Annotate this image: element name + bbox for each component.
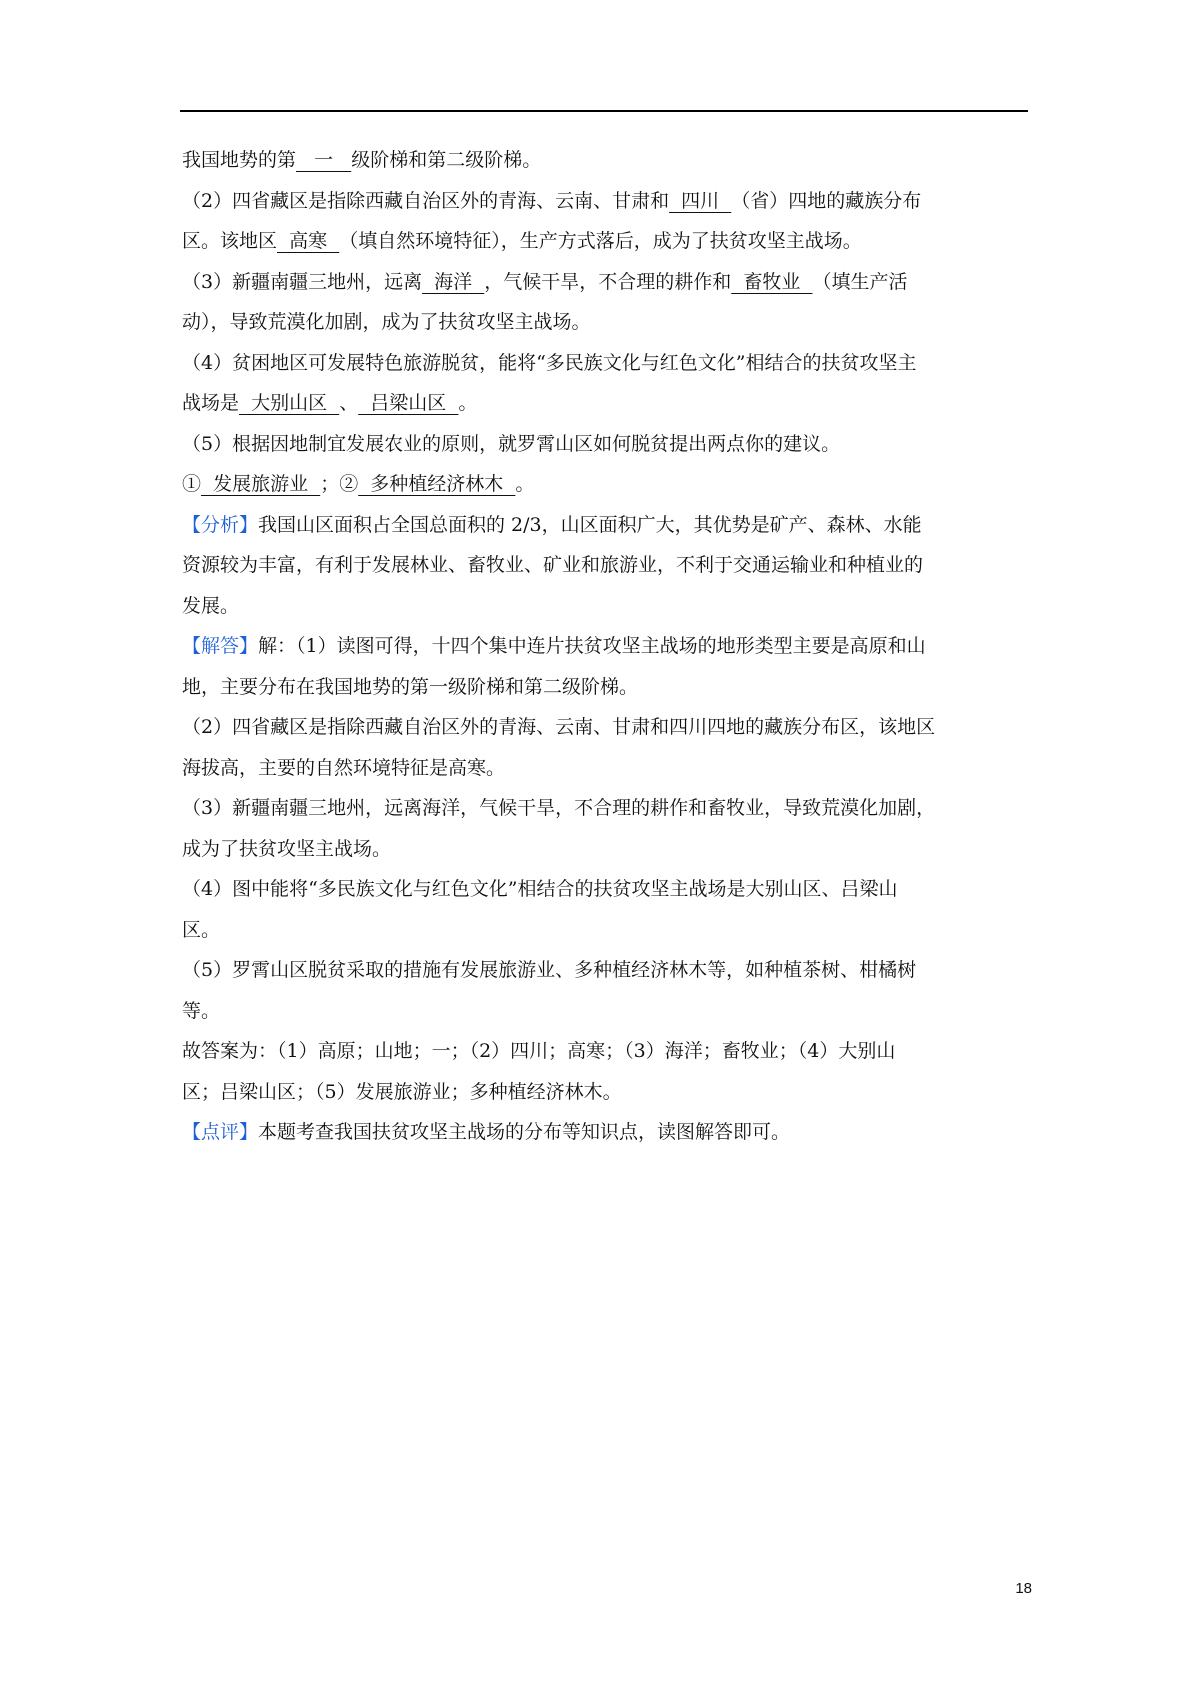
solution-line: （5）罗霄山区脱贫采取的措施有发展旅游业、多种植经济林木等，如种植茶树、柑橘树 [182,959,917,981]
question-line: （4）贫困地区可发展特色旅游脱贫，能将“多民族文化与红色文化”相结合的扶贫攻坚主 [182,351,917,374]
analysis-line: 发展。 [182,594,240,617]
answer-blank: 大别山区 [239,392,340,414]
header-rule [180,110,1028,112]
question-line: （3）新疆南疆三地州，远离 海洋 ，气候干旱，不合理的耕作和 畜牧业 （填生产活 [182,270,908,293]
question-line: 动），导致荒漠化加剧，成为了扶贫攻坚主战场。 [182,311,591,333]
page-number: 18 [1015,1580,1032,1597]
solution-line: 等。 [182,999,221,1022]
answer-blank: 海洋 [422,270,485,293]
answer-blank: 畜牧业 [731,270,813,293]
answer-blank: 多种植经济林木 [358,473,516,495]
solution-line: 【解答】解：（1）读图可得，十四个集中连片扶贫攻坚主战场的地形类型主要是高原和山 [182,635,926,657]
answer-blank: 高寒 [277,230,340,252]
answer-blank: 四川 [669,189,732,212]
solution-line: （2）四省藏区是指除西藏自治区外的青海、云南、甘肃和四川四地的藏族分布区，该地区 [182,716,936,738]
comment-tag: 【点评】 [182,1121,259,1143]
question-line: 战场是 大别山区 、 吕梁山区 。 [182,392,478,414]
question-line: ① 发展旅游业 ；② 多种植经济林木 。 [182,473,535,495]
analysis-line: 【分析】我国山区面积占全国总面积的 2/3，山区面积广大，其优势是矿产、森林、水能 [182,513,922,536]
analysis-tag: 【分析】 [182,513,259,536]
solution-line: 地，主要分布在我国地势的第一级阶梯和第二级阶梯。 [182,675,639,698]
answer-blank: 发展旅游业 [201,473,321,495]
answer-blank: 一 [296,149,352,171]
answer-summary-line: 故答案为：（1）高原；山地；一；（2）四川；高寒；（3）海洋；畜牧业；（4）大别山 [182,1040,896,1062]
comment-line: 【点评】本题考查我国扶贫攻坚主战场的分布等知识点，读图解答即可。 [182,1121,791,1143]
solution-line: 成为了扶贫攻坚主战场。 [182,837,392,860]
analysis-line: 资源较为丰富，有利于发展林业、畜牧业、矿业和旅游业，不利于交通运输业和种植业的 [182,554,924,576]
question-line: 区。该地区 高寒 （填自然环境特征），生产方式落后，成为了扶贫攻坚主战场。 [182,230,862,252]
question-line: （2）四省藏区是指除西藏自治区外的青海、云南、甘肃和 四川 （省）四地的藏族分布 [182,189,922,212]
solution-line: 海拔高，主要的自然环境特征是高寒。 [182,756,506,779]
document-body [182,140,1028,1153]
answer-blank: 吕梁山区 [358,392,459,414]
solution-line: 区。 [182,918,221,941]
question-line: 我国地势的第 一 级阶梯和第二级阶梯。 [182,149,542,171]
solution-line: （4）图中能将“多民族文化与红色文化”相结合的扶贫攻坚主战场是大别山区、吕梁山 [182,878,898,900]
answer-summary-line: 区；吕梁山区；（5）发展旅游业；多种植经济林木。 [182,1080,622,1103]
solution-line: （3）新疆南疆三地州，远离海洋，气候干旱，不合理的耕作和畜牧业，导致荒漠化加剧， [182,797,936,819]
question-line: （5）根据因地制宜发展农业的原则，就罗霄山区如何脱贫提出两点你的建议。 [182,432,841,455]
solution-tag: 【解答】 [182,635,259,657]
